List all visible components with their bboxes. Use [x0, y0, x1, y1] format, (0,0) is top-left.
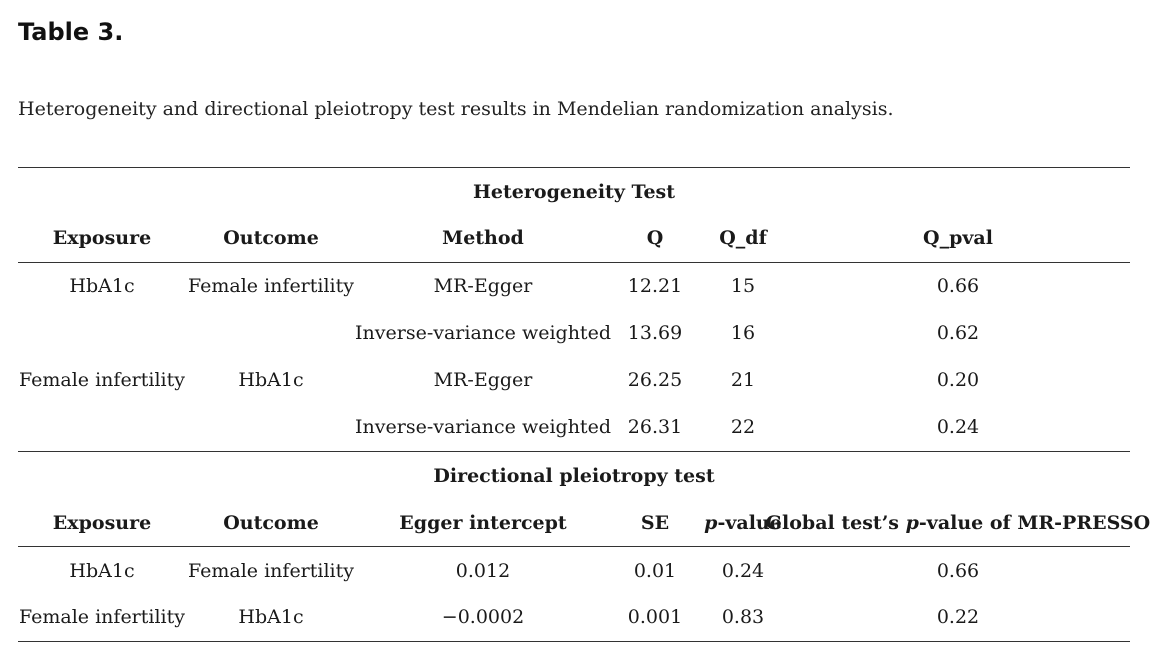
header-q-pval: Q_pval [923, 227, 993, 249]
pleiotropy-header-rule [18, 546, 1130, 547]
pleio-row1-global-p: 0.66 [936, 560, 980, 582]
pleio-row1-p-value: 0.24 [721, 560, 765, 582]
heterogeneity-title: Heterogeneity Test [472, 181, 676, 203]
het-row1-q-pval: 0.66 [936, 275, 980, 297]
p-value-suffix: -value [717, 512, 782, 534]
pleio-row2-exposure: Female infertility [19, 606, 185, 628]
het-row4-q-df: 22 [730, 416, 756, 438]
het-row2-q: 13.69 [627, 322, 683, 344]
het-row2-method: Inverse-variance weighted [355, 322, 611, 344]
header-method: Method [442, 227, 524, 249]
pleio-row1-exposure: HbA1c [69, 560, 135, 582]
het-row4-q: 26.31 [627, 416, 683, 438]
het-row3-outcome: HbA1c [238, 369, 304, 391]
het-row3-q-pval: 0.20 [936, 369, 980, 391]
bottom-rule [18, 641, 1130, 642]
global-p-italic: p [905, 512, 919, 534]
header-q: Q [646, 227, 664, 249]
p-italic: p [704, 512, 718, 534]
pleio-row2-egger-intercept: −0.0002 [441, 606, 525, 628]
het-row4-q-pval: 0.24 [936, 416, 980, 438]
section-divider-rule [18, 451, 1130, 452]
het-row1-outcome: Female infertility [188, 275, 354, 297]
het-row3-method: MR-Egger [433, 369, 533, 391]
heterogeneity-header-rule [18, 262, 1130, 263]
het-row1-exposure: HbA1c [69, 275, 135, 297]
pleio-header-outcome: Outcome [223, 512, 319, 534]
pleiotropy-title: Directional pleiotropy test [433, 465, 715, 487]
pleio-row2-p-value: 0.83 [721, 606, 765, 628]
pleio-row1-se: 0.01 [633, 560, 677, 582]
pleio-row2-se: 0.001 [627, 606, 683, 628]
global-prefix: Global test’s [765, 512, 906, 534]
het-row3-exposure: Female infertility [19, 369, 185, 391]
top-rule [18, 167, 1130, 168]
pleio-header-se: SE [640, 512, 670, 534]
het-row1-method: MR-Egger [433, 275, 533, 297]
het-row3-q-df: 21 [730, 369, 756, 391]
het-row1-q: 12.21 [627, 275, 683, 297]
pleio-header-egger-intercept: Egger intercept [399, 512, 567, 534]
header-outcome: Outcome [223, 227, 319, 249]
het-row2-q-df: 16 [730, 322, 756, 344]
het-row4-method: Inverse-variance weighted [355, 416, 611, 438]
het-row3-q: 26.25 [627, 369, 683, 391]
global-suffix: -value of MR-PRESSO [918, 512, 1151, 534]
header-exposure: Exposure [52, 227, 152, 249]
pleio-row1-outcome: Female infertility [188, 560, 354, 582]
het-row2-q-pval: 0.62 [936, 322, 980, 344]
table-label: Table 3. [18, 18, 124, 46]
pleio-header-global-test [766, 511, 1150, 535]
pleio-row2-outcome: HbA1c [238, 606, 304, 628]
table-caption: Heterogeneity and directional pleiotropy test results in Mendelian randomization analysis. [18, 98, 894, 120]
het-row1-q-df: 15 [730, 275, 756, 297]
pleio-row1-egger-intercept: 0.012 [455, 560, 511, 582]
pleio-header-exposure: Exposure [52, 512, 152, 534]
header-q-df: Q_df [719, 227, 767, 249]
pleio-row2-global-p: 0.22 [936, 606, 980, 628]
